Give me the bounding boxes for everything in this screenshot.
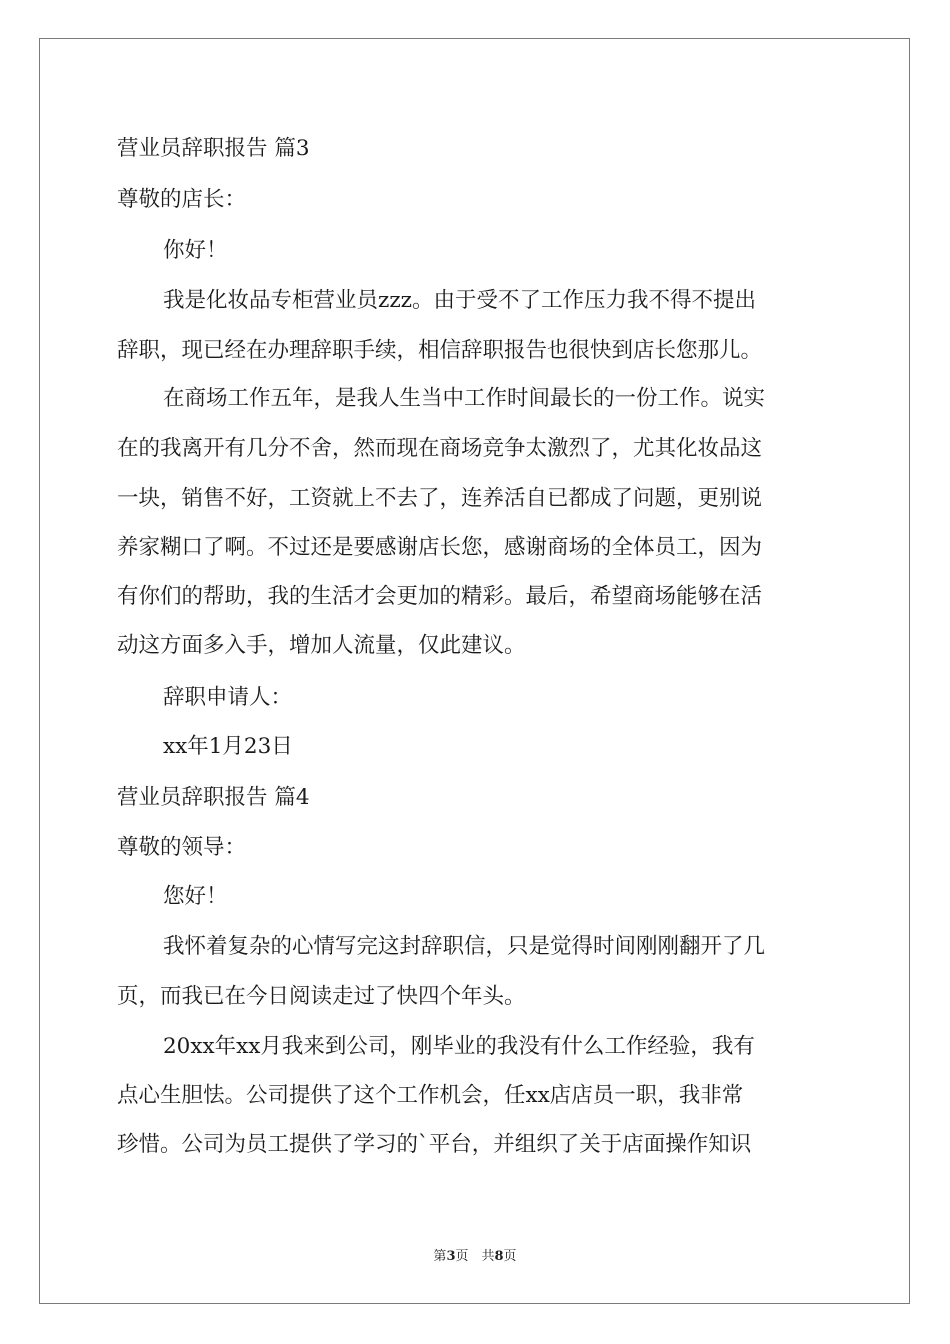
signature-label: 辞职申请人： bbox=[163, 685, 293, 710]
greeting: 您好！ bbox=[163, 884, 228, 909]
paragraph-line: 在的我离开有几分不舍，然而现在商场竞争太激烈了，尤其化妆品这 bbox=[117, 436, 763, 461]
page-prefix: 第 bbox=[433, 1249, 447, 1264]
paragraph-line: 珍惜。公司为员工提供了学习的`平台，并组织了关于店面操作知识 bbox=[117, 1132, 752, 1157]
page-border bbox=[39, 38, 910, 1304]
section-heading: 营业员辞职报告 篇4 bbox=[117, 785, 310, 810]
page-footer bbox=[0, 1245, 950, 1264]
paragraph-line: 我是化妆品专柜营业员zzz。由于受不了工作压力我不得不提出 bbox=[163, 288, 756, 313]
paragraph-line: 动这方面多入手，增加人流量，仅此建议。 bbox=[117, 633, 526, 658]
paragraph-line: 辞职，现已经在办理辞职手续，相信辞职报告也很快到店长您那儿。 bbox=[117, 338, 763, 363]
paragraph-line: 点心生胆怯。公司提供了这个工作机会，任xx店店员一职，我非常 bbox=[117, 1083, 744, 1108]
greeting: 你好！ bbox=[163, 238, 228, 263]
date-line: xx年1月23日 bbox=[163, 734, 293, 759]
paragraph-line: 养家糊口了啊。不过还是要感谢店长您，感谢商场的全体员工，因为 bbox=[117, 535, 763, 560]
salutation: 尊敬的店长： bbox=[117, 187, 247, 212]
paragraph-line: 在商场工作五年，是我人生当中工作时间最长的一份工作。说实 bbox=[163, 386, 766, 411]
paragraph-line: 20xx年xx月我来到公司，刚毕业的我没有什么工作经验，我有 bbox=[163, 1034, 755, 1059]
salutation: 尊敬的领导： bbox=[117, 835, 247, 860]
page-mid: 页 共 bbox=[455, 1249, 495, 1264]
paragraph-line: 有你们的帮助，我的生活才会更加的精彩。最后，希望商场能够在活 bbox=[117, 584, 763, 609]
paragraph-line: 一块，销售不好，工资就上不去了，连养活自已都成了问题，更别说 bbox=[117, 486, 763, 511]
paragraph-line: 我怀着复杂的心情写完这封辞职信，只是觉得时间刚刚翻开了几 bbox=[163, 934, 766, 959]
page-current: 3 bbox=[446, 1249, 456, 1264]
page-suffix: 页 bbox=[503, 1249, 517, 1264]
section-heading: 营业员辞职报告 篇3 bbox=[117, 136, 310, 161]
paragraph-line: 页，而我已在今日阅读走过了快四个年头。 bbox=[117, 984, 526, 1009]
page-total: 8 bbox=[494, 1249, 504, 1264]
